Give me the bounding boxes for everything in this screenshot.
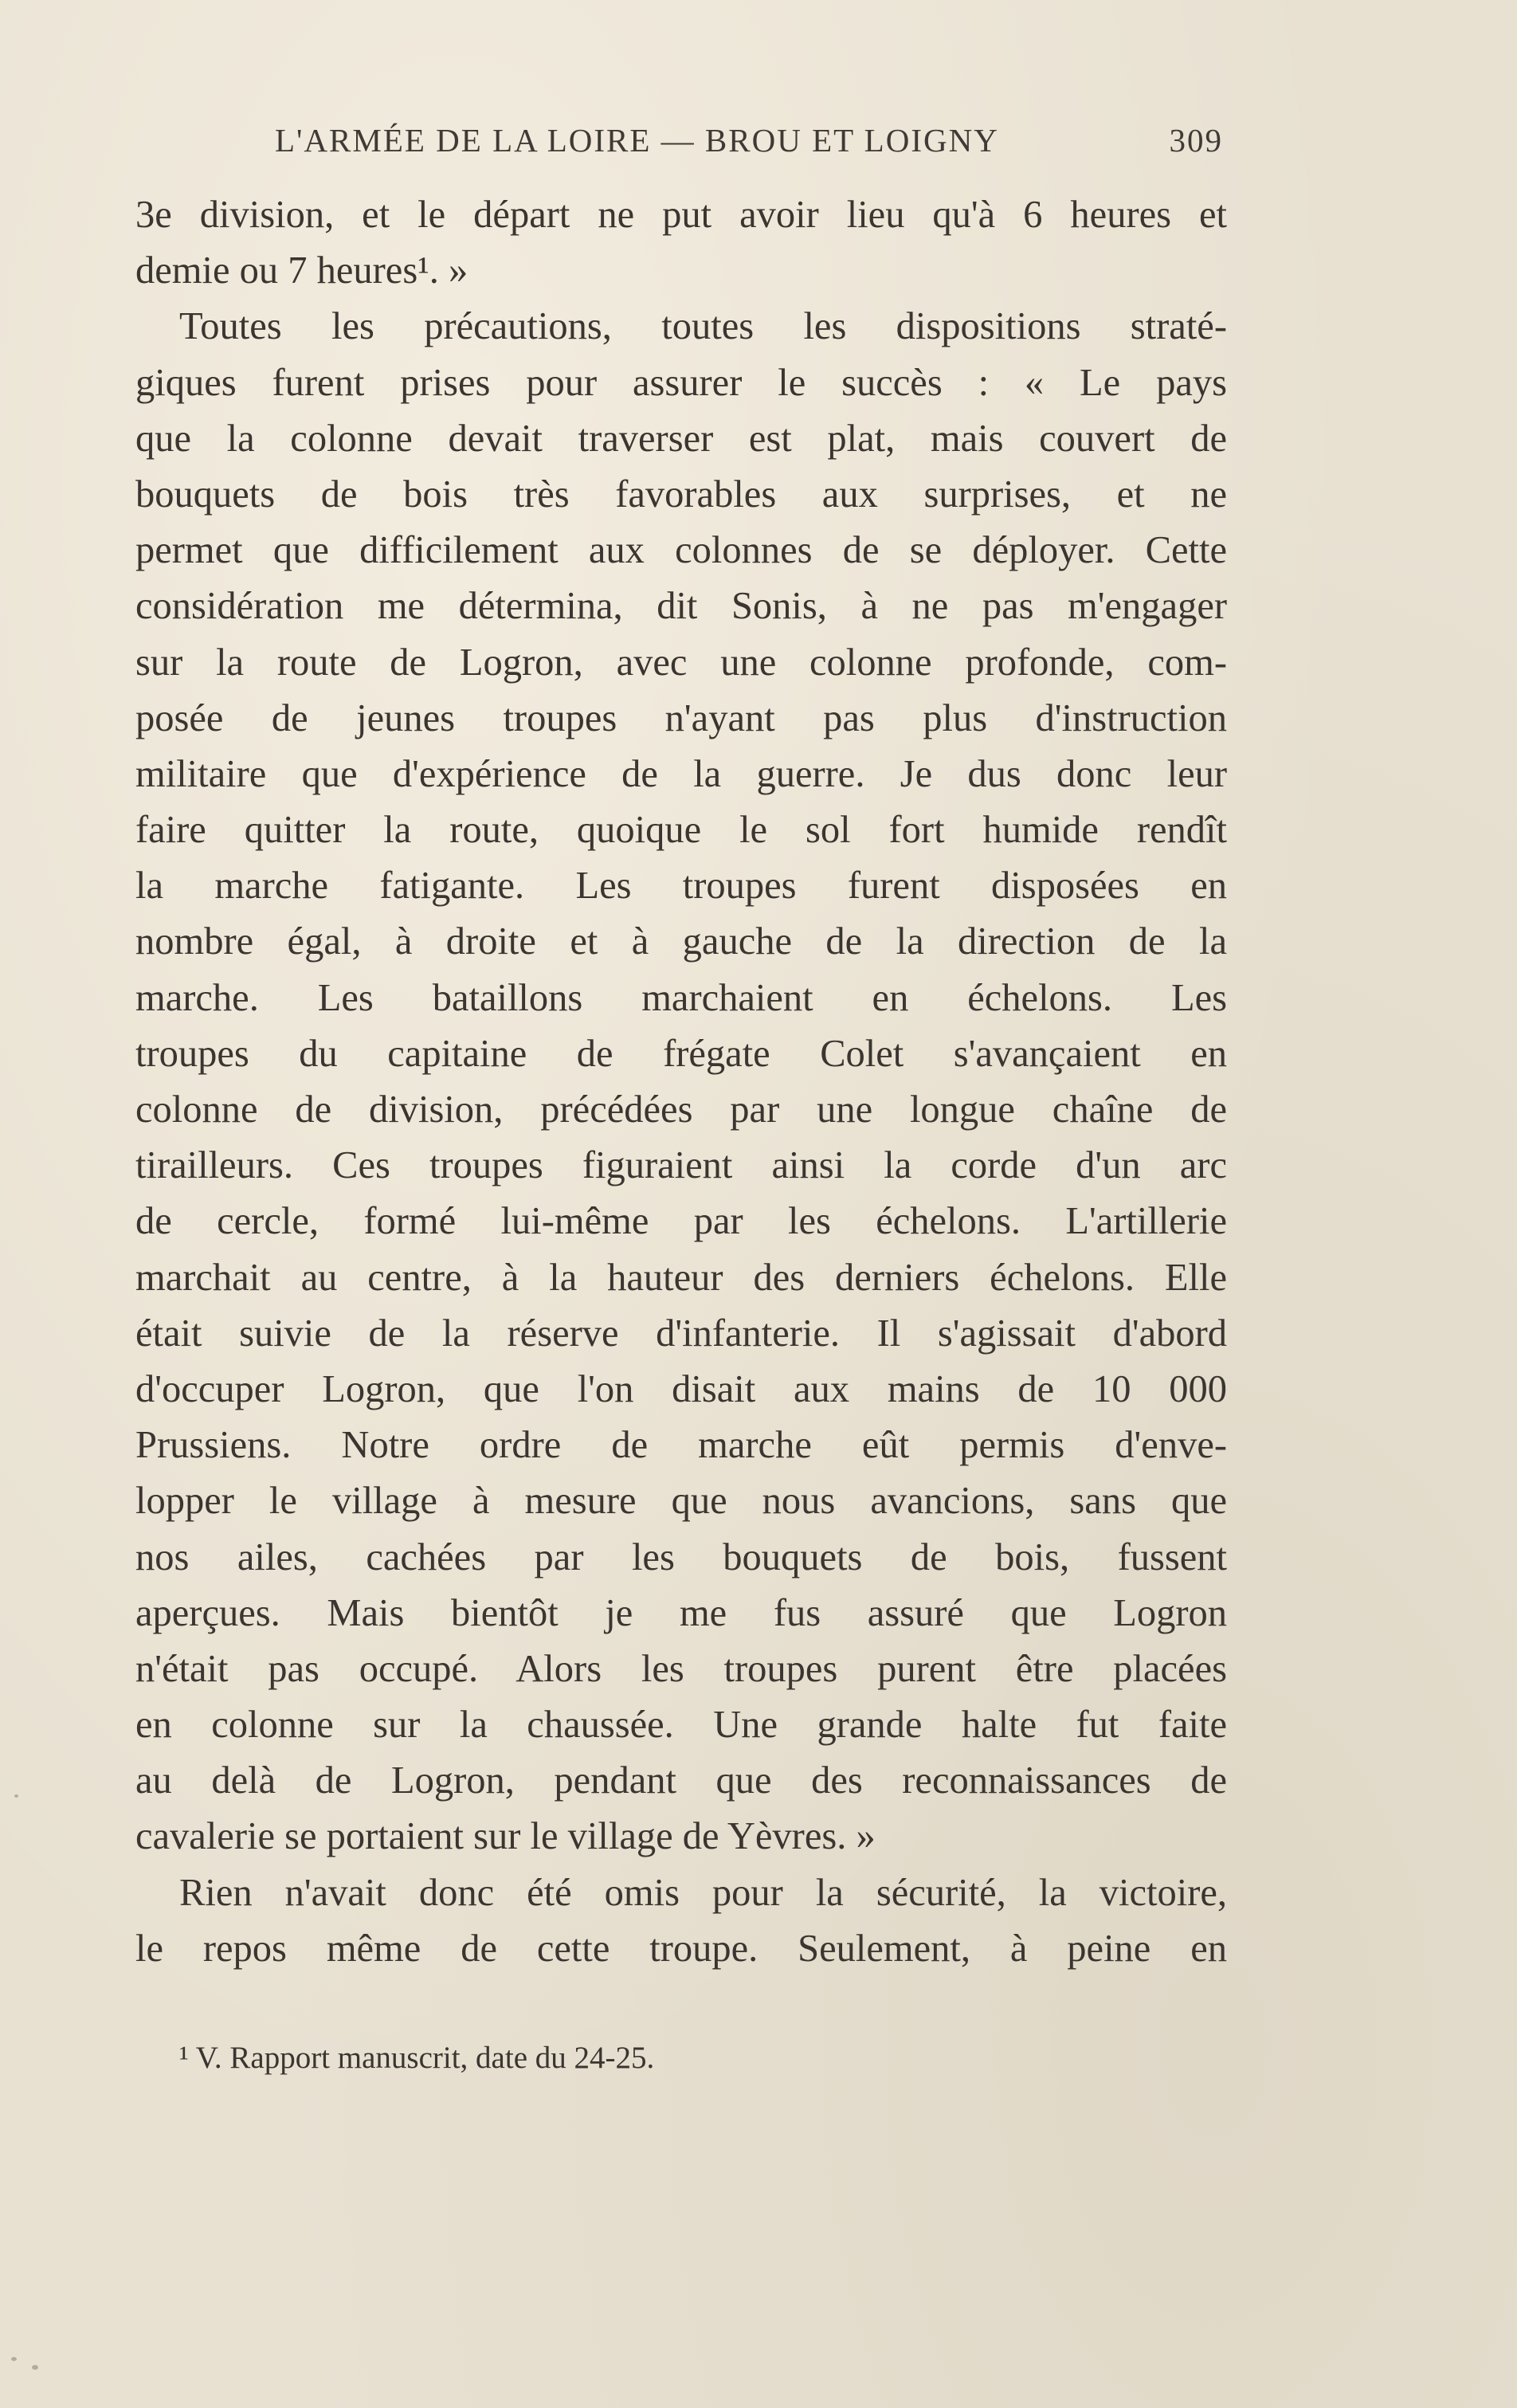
text-line: posée de jeunes troupes n'ayant pas plus d'instruction xyxy=(135,696,1227,739)
text-line: considération me détermina, dit Sonis, à ne pas m'engager xyxy=(135,585,1227,628)
text-line: était suivie de la réserve d'infanterie. Il s'agissait d'abord xyxy=(135,1312,1227,1355)
text-line: en colonne sur la chaussée. Une grande halte fut faite xyxy=(135,1704,1227,1747)
text-line: n'était pas occupé. Alors les troupes purent être placées xyxy=(135,1647,1227,1690)
text-line: demie ou 7 heures¹. » xyxy=(135,249,468,292)
text-line: la marche fatigante. Les troupes furent disposées en xyxy=(135,865,1227,908)
text-line: nos ailes, cachées par les bouquets de bois, fussent xyxy=(135,1535,1227,1579)
text-line: giques furent prises pour assurer le succès : « Le pays xyxy=(135,361,1227,404)
text-line: cavalerie se portaient sur le village de Yèvres. » xyxy=(135,1815,876,1858)
text-line: permet que difficilement aux colonnes de se déployer. Cette xyxy=(135,529,1227,572)
text-line: marche. Les bataillons marchaient en échelons. Les xyxy=(135,976,1227,1019)
text-line: aperçues. Mais bientôt je me fus assuré que Logron xyxy=(135,1591,1227,1634)
text-line: troupes du capitaine de frégate Colet s'avançaient en xyxy=(135,1032,1227,1075)
paper-speck xyxy=(14,1794,18,1798)
text-line: au delà de Logron, pendant que des reconnaissances de xyxy=(135,1759,1227,1802)
text-line: sur la route de Logron, avec une colonne profonde, com- xyxy=(135,641,1227,684)
text-line: de cercle, formé lui-même par les échelons. L'artillerie xyxy=(135,1200,1227,1243)
text-line: le repos même de cette troupe. Seulement, à peine en xyxy=(135,1927,1227,1970)
text-line: faire quitter la route, quoique le sol fort humide rendît xyxy=(135,809,1227,852)
text-line: d'occuper Logron, que l'on disait aux mains de 10 000 xyxy=(135,1367,1227,1410)
text-line: que la colonne devait traverser est plat, mais couvert de xyxy=(135,417,1227,460)
paper-speck xyxy=(11,2357,17,2361)
running-head xyxy=(275,121,1223,169)
text-line: colonne de division, précédées par une longue chaîne de xyxy=(135,1088,1227,1131)
text-line: tirailleurs. Ces troupes figuraient ainsi la corde d'un arc xyxy=(135,1144,1227,1187)
footnote: ¹ V. Rapport manuscrit, date du 24-25. xyxy=(179,2041,655,2075)
text-line: marchait au centre, à la hauteur des derniers échelons. Elle xyxy=(135,1256,1227,1299)
body-text xyxy=(135,187,1227,1977)
text-line: Prussiens. Notre ordre de marche eût permis d'enve- xyxy=(135,1424,1227,1467)
text-line: Toutes les précautions, toutes les dispositions straté- xyxy=(179,305,1227,348)
text-line: 3e division, et le départ ne put avoir lieu qu'à 6 heures et xyxy=(135,194,1227,236)
text-line: Rien n'avait donc été omis pour la sécurité, la victoire, xyxy=(179,1871,1227,1914)
text-line: lopper le village à mesure que nous avancions, sans que xyxy=(135,1480,1227,1523)
paper-speck xyxy=(32,2365,38,2370)
page-number: 309 xyxy=(1169,122,1223,159)
running-title: L'ARMÉE DE LA LOIRE — BROU ET LOIGNY xyxy=(275,122,999,159)
text-line: bouquets de bois très favorables aux surprises, et ne xyxy=(135,473,1227,516)
text-line: nombre égal, à droite et à gauche de la direction de la xyxy=(135,920,1227,963)
text-line: militaire que d'expérience de la guerre. Je dus donc leur xyxy=(135,752,1227,795)
